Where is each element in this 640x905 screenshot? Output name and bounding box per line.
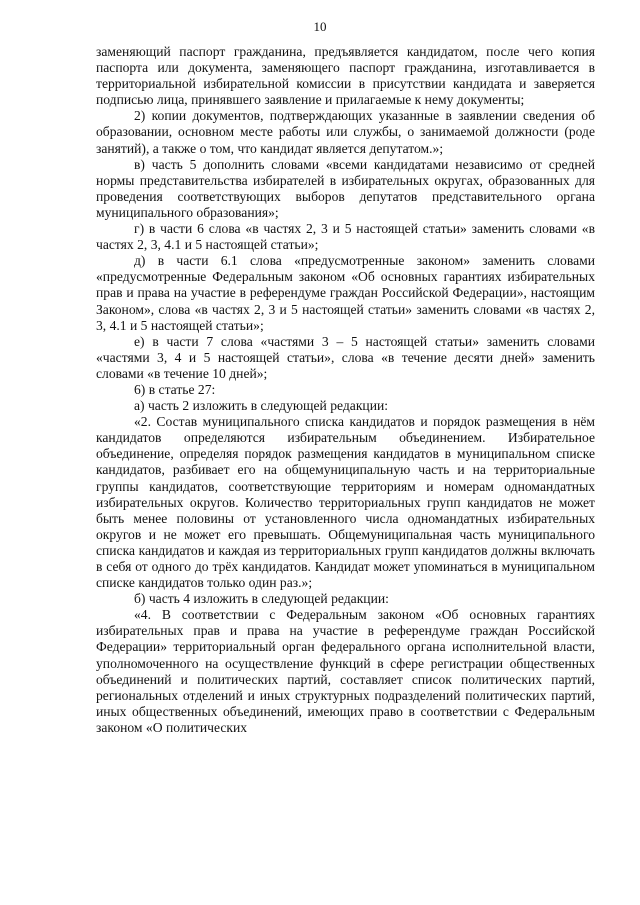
page-number: 10 (313, 19, 327, 34)
paragraph-part-2-text: «2. Состав муниципального списка кандидатов и порядок размещения в нём кандидатов определяются избирательным объединением. Избирательное объединение, определяя порядок размещения кандидатов в муниципальном списке кандидатов, разбивает его на общемуниципальную часть и на территориальные группы кандидатов, соответствующие территориям и номерам одномандатных избирательных округов. Количество территориальных групп кандидатов не может быть менее половины от установленного числа одномандатных избирательных округов и не может его превышать. Общемуниципальная часть муниципального списка кандидатов и каждая из территориальных групп кандидатов должны включать в себя от одного до трёх кандидатов. Кандидат может упоминаться в муниципальном списке кандидатов только один раз.»; (96, 414, 595, 591)
paragraph-article-27: 6) в статье 27: (134, 381, 216, 397)
paragraph-documents-copies: 2) копии документов, подтверждающих указанные в заявлении сведения об образовании, основном месте работы или службы, о занимаемой должности (роде занятий), а также о том, что кандидат является депутатом.»; (96, 108, 595, 156)
paragraph-item-d: д) в части 6.1 слова «предусмотренные законом» заменить словами «предусмотренные Федеральным законом «Об основных гарантиях избирательных прав и права на участие в референдуме граждан Российской Федерации», настоящим Законом», слова «в частях 2, 3 и 5 настоящей статьи» заменить словами «в частях 2, 3, 4.1 и 5 настоящей статьи»; (96, 253, 595, 333)
paragraph-part-4-text: «4. В соответствии с Федеральным законом «Об основных гарантиях избирательных прав и права на участие в референдуме граждан Российской Федерации» территориальный орган федерального органа исполнительной власти, уполномоченного на осуществление функций в сфере регистрации общественных объединений и политических партий, составляет список политических партий, региональных отделений и иных структурных подразделений политических партий, иных общественных объединений, имеющих право в соответствии с Федеральным законом «О политических (96, 607, 595, 735)
paragraph-item-g: г) в части 6 слова «в частях 2, 3 и 5 настоящей статьи» заменить словами «в частях 2, 3, 4.1 и 5 настоящей статьи»; (96, 221, 595, 253)
paragraph-part-2-heading: а) часть 2 изложить в следующей редакции: (134, 398, 389, 414)
paragraph-item-v: в) часть 5 дополнить словами «всеми кандидатами независимо от средней нормы представительства избирателей в избирательных округах, образованных для проведения соответствующих выборов депутатов представительного органа муниципального образования»; (96, 156, 595, 220)
paragraph-item-e: е) в части 7 слова «частями 3 – 5 настоящей статьи» заменить словами «частями 3, 4 и 5 настоящей статьи», слова «в течение десяти дней» заменить словами «в течение 10 дней»; (96, 333, 595, 381)
document-body (96, 44, 595, 736)
paragraph-passport-copy: заменяющий паспорт гражданина, предъявляется кандидатом, после чего копия паспорта или документа, заменяющего паспорт гражданина, изготавливается в территориальной избирательной комиссии в присутствии кандидата и заверяется подписью лица, принявшего заявление и прилагаемые к нему документы; (96, 44, 595, 108)
paragraph-part-4-heading: б) часть 4 изложить в следующей редакции: (134, 591, 389, 607)
